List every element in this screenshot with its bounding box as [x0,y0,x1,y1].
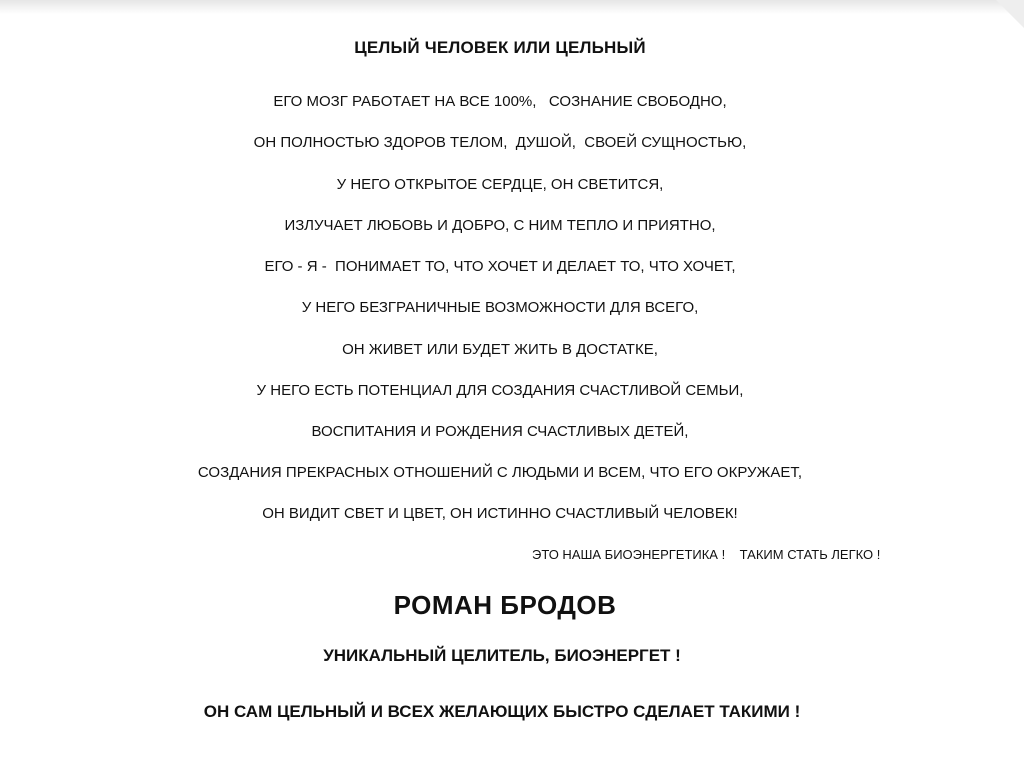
body-line: ЕГО - Я - ПОНИМАЕТ ТО, ЧТО ХОЧЕТ И ДЕЛАЕТ ТО, ЧТО ХОЧЕТ, [264,258,736,275]
body-line: У НЕГО ЕСТЬ ПОТЕНЦИАЛ ДЛЯ СОЗДАНИЯ СЧАСТЛИВОЙ СЕМЬИ, [256,382,744,399]
body-line: ОН ВИДИТ СВЕТ И ЦВЕТ, ОН ИСТИННО СЧАСТЛИВЫЙ ЧЕЛОВЕК! [262,505,738,522]
page-corner-fold [996,0,1024,28]
body-line: ОН ЖИВЕТ ИЛИ БУДЕТ ЖИТЬ В ДОСТАТКЕ, [342,341,658,358]
author-subtitle: УНИКАЛЬНЫЙ ЦЕЛИТЕЛЬ, БИОЭНЕРГЕТ ! [323,646,681,665]
body-line: СОЗДАНИЯ ПРЕКРАСНЫХ ОТНОШЕНИЙ С ЛЮДЬМИ И ВСЕМ, ЧТО ЕГО ОКРУЖАЕТ, [197,464,803,481]
author-name: РОМАН БРОДОВ [393,590,617,620]
body-line: ВОСПИТАНИЯ И РОЖДЕНИЯ СЧАСТЛИВЫХ ДЕТЕЙ, [311,423,689,440]
tagline: ЭТО НАША БИОЭНЕРГЕТИКА ! ТАКИМ СТАТЬ ЛЕГКО ! [532,547,881,562]
body-line: ОН ПОЛНОСТЬЮ ЗДОРОВ ТЕЛОМ, ДУШОЙ, СВОЕЙ СУЩНОСТЬЮ, [253,134,747,151]
closing-statement: ОН САМ ЦЕЛЬНЫЙ И ВСЕХ ЖЕЛАЮЩИХ БЫСТРО СДЕЛАЕТ ТАКИМИ ! [203,702,801,721]
body-line: У НЕГО БЕЗГРАНИЧНЫЕ ВОЗМОЖНОСТИ ДЛЯ ВСЕГО, [301,299,699,316]
body-line: ИЗЛУЧАЕТ ЛЮБОВЬ И ДОБРО, С НИМ ТЕПЛО И ПРИЯТНО, [284,217,716,234]
body-line: ЕГО МОЗГ РАБОТАЕТ НА ВСЕ 100%, СОЗНАНИЕ СВОБОДНО, [273,93,727,110]
slide-title: ЦЕЛЫЙ ЧЕЛОВЕК ИЛИ ЦЕЛЬНЫЙ [354,38,646,57]
page-top-shadow [0,0,1024,14]
body-line: У НЕГО ОТКРЫТОЕ СЕРДЦЕ, ОН СВЕТИТСЯ, [336,176,664,193]
